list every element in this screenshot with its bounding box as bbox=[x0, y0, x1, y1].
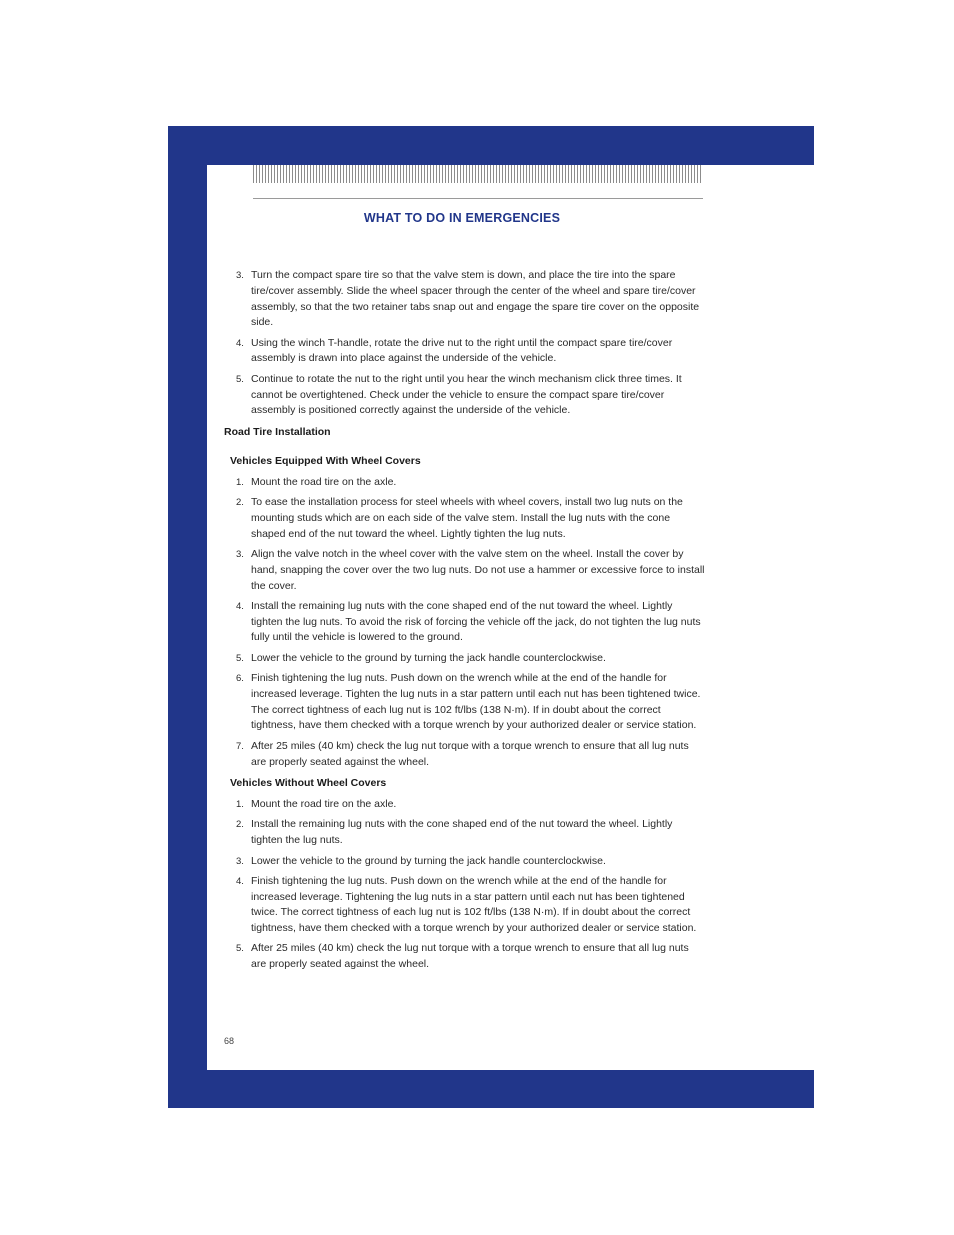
step-text: Finish tightening the lug nuts. Push down on the wrench while at the end of the handle for increased leverage. Tightening the lug nuts in a star pattern until each nut has been tightened twice. The correct tightness of each lug nut is 102 ft/lbs (138 N·m). If in doubt about the correct tightness, have them checked with a torque wrench by your authorized dealer or service station. bbox=[251, 874, 697, 935]
list-item bbox=[224, 547, 706, 594]
without-covers-heading: Vehicles Without Wheel Covers bbox=[230, 777, 387, 790]
without-covers-steps-list bbox=[224, 797, 706, 973]
list-item bbox=[224, 874, 706, 937]
step-number: 1. bbox=[236, 799, 244, 811]
step-number: 4. bbox=[236, 875, 244, 887]
list-item bbox=[224, 268, 706, 331]
step-text: Align the valve notch in the wheel cover with the valve stem on the wheel. Install the cover by hand, snapping the cover over the two lug nuts. Do not use a hammer or excessive force to install the cover. bbox=[251, 547, 705, 592]
with-covers-heading: Vehicles Equipped With Wheel Covers bbox=[230, 454, 421, 467]
list-item bbox=[224, 671, 706, 734]
page-number: 68 bbox=[224, 1036, 235, 1046]
step-number: 4. bbox=[236, 600, 244, 612]
step-number: 1. bbox=[236, 476, 244, 488]
step-number: 5. bbox=[236, 373, 244, 385]
list-item bbox=[224, 739, 706, 771]
list-item bbox=[224, 854, 706, 870]
step-number: 3. bbox=[236, 548, 244, 560]
step-text: Install the remaining lug nuts with the cone shaped end of the nut toward the wheel. Lightly tighten the lug nuts. To avoid the risk of forcing the vehicle off the jack, do not tighten the lug nuts fully until the vehicle is lowered to the ground. bbox=[251, 599, 701, 644]
step-text: To ease the installation process for steel wheels with wheel covers, install two lug nuts on the mounting studs which are on each side of the valve stem. Install the lug nuts with the cone shaped end of the nut toward the wheel. Lightly tighten the lug nuts. bbox=[251, 496, 683, 540]
list-item bbox=[224, 372, 706, 419]
step-text: Mount the road tire on the axle. bbox=[251, 798, 397, 811]
step-text: Finish tightening the lug nuts. Push down on the wrench while at the end of the handle for increased leverage. Tighten the lug nuts in a star pattern until each nut has been tightened twice. The correct tightness of each lug nut is 102 ft/lbs (138 N·m). If in doubt about the correct tightness, have them checked with a torque wrench by your authorized dealer or service station. bbox=[251, 672, 701, 732]
step-text: Install the remaining lug nuts with the cone shaped end of the nut toward the wheel. Lightly tighten the lug nuts. bbox=[251, 818, 673, 847]
step-text: Continue to rotate the nut to the right until you hear the winch mechanism click three times. It cannot be overtightened. Check under the vehicle to ensure the compact spare tire/cover assembly is positioned correctly against the underside of the vehicle. bbox=[251, 372, 682, 417]
list-item bbox=[224, 495, 706, 542]
section-title: WHAT TO DO IN EMERGENCIES bbox=[363, 211, 561, 225]
step-text: Mount the road tire on the axle. bbox=[251, 475, 397, 488]
step-text: Lower the vehicle to the ground by turning the jack handle counterclockwise. bbox=[251, 651, 606, 664]
road-tire-heading: Road Tire Installation bbox=[224, 426, 331, 439]
step-number: 4. bbox=[236, 337, 244, 349]
list-item bbox=[224, 475, 706, 491]
continued-steps-list bbox=[224, 268, 706, 419]
with-covers-steps-list bbox=[224, 475, 706, 771]
list-item bbox=[224, 651, 706, 667]
step-number: 3. bbox=[236, 270, 244, 281]
list-item bbox=[224, 797, 706, 813]
list-item bbox=[224, 941, 706, 973]
step-number: 2. bbox=[236, 819, 244, 831]
step-text: After 25 miles (40 km) check the lug nut torque with a torque wrench to ensure that all lug nuts are properly seated against the wheel. bbox=[251, 942, 689, 971]
main-content bbox=[224, 268, 706, 978]
list-item bbox=[224, 817, 706, 849]
step-text: Turn the compact spare tire so that the valve stem is down, and place the tire into the spare tire/cover assembly. Slide the wheel spacer through the center of the wheel and spare tire/cover assembly, so that the two retainer tabs snap out and engage the spare tire cover on the opposite side. bbox=[251, 269, 700, 329]
header-tick-ruler bbox=[253, 165, 703, 183]
step-text: Using the winch T-handle, rotate the drive nut to the right until the compact spare tire/cover assembly is drawn into place against the underside of the vehicle. bbox=[251, 336, 673, 365]
header-divider bbox=[253, 198, 703, 199]
step-number: 6. bbox=[236, 673, 244, 685]
step-number: 3. bbox=[236, 855, 244, 867]
step-text: After 25 miles (40 km) check the lug nut torque with a torque wrench to ensure that all lug nuts are properly seated against the wheel. bbox=[251, 739, 689, 768]
step-number: 2. bbox=[236, 497, 244, 509]
list-item bbox=[224, 599, 706, 646]
list-item bbox=[224, 336, 706, 368]
step-number: 7. bbox=[236, 740, 244, 752]
step-number: 5. bbox=[236, 652, 244, 664]
step-number: 5. bbox=[236, 943, 244, 955]
step-text: Lower the vehicle to the ground by turning the jack handle counterclockwise. bbox=[251, 854, 606, 867]
